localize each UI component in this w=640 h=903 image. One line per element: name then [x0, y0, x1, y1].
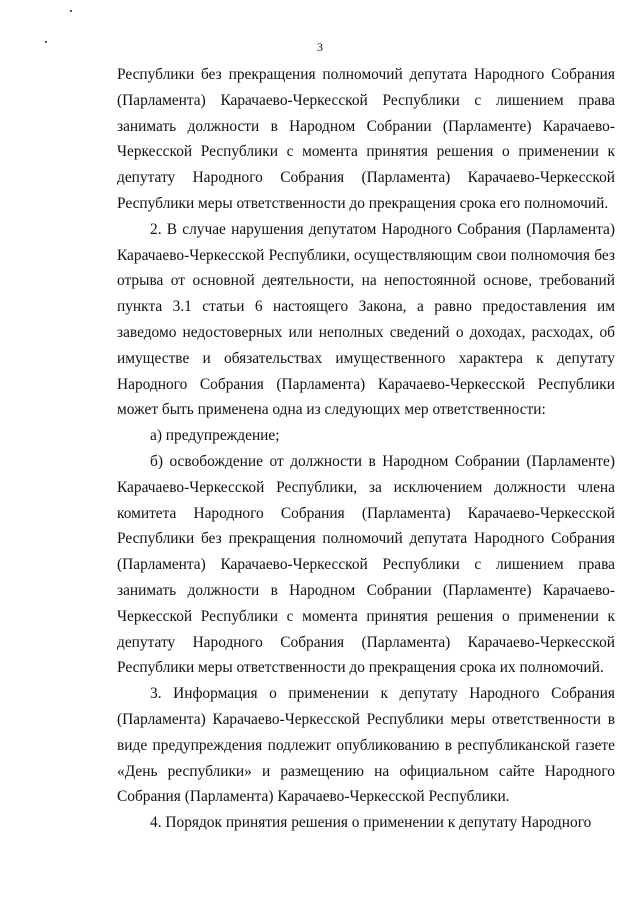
- document-body: [117, 62, 615, 836]
- paragraph-item-2: 2. В случае нарушения депутатом Народного Собрания (Парламента) Карачаево-Черкесской Республики, осуществляющим свои полномочия без отрыва от основной деятельности, на непостоянной основе, требований пункта 3.1 статьи 6 настоящего Закона, а равно предоставления им заведомо недостоверных или неполных сведений о доходах, расходах, об имуществе и обязательствах имущественного характера к депутату Народного Собрания (Парламента) Карачаево-Черкесской Республики может быть применена одна из следующих мер ответственности:: [117, 220, 615, 419]
- paragraph-item-4: 4. Порядок принятия решения о применении к депутату Народного: [150, 814, 592, 832]
- paragraph-continuation: Республики без прекращения полномочий депутата Народного Собрания (Парламента) Карачаево-Черкесской Республики с лишением права занимать должности в Народном Собрании (Парламенте) Карачаево-Черкесской Республики с момента принятия решения о применении к депутату Народного Собрания (Парламента) Карачаево-Черкесской Республики меры ответственности до прекращения срока его полномочий.: [117, 66, 615, 212]
- paragraph-item-2a: а) предупреждение;: [150, 427, 280, 445]
- page-number: 3: [317, 40, 323, 54]
- paragraph-item-2b: б) освобождение от должности в Народном Собрании (Парламенте) Карачаево-Черкесской Республики, за исключением должности члена комитета Народного Собрания (Парламента) Карачаево-Черкесской Республики без прекращения полномочий депутата Народного Собрания (Парламента) Карачаево-Черкесской Республики с лишением права занимать должности в Народном Собрании (Парламенте) Карачаево-Черкесской Республики с момента принятия решения о применении к депутату Народного Собрания (Парламента) Карачаево-Черкесской Республики меры ответственности до прекращения срока их полномочий.: [117, 452, 615, 677]
- paragraph-item-3: 3. Информация о применении к депутату Народного Собрания (Парламента) Карачаево-Черкесской Республики меры ответственности в виде предупреждения подлежит опубликованию в республиканской газете «День республики» и размещению на официальном сайте Народного Собрания (Парламента) Карачаево-Черкесской Республики.: [117, 685, 615, 806]
- scan-speck: [70, 10, 72, 12]
